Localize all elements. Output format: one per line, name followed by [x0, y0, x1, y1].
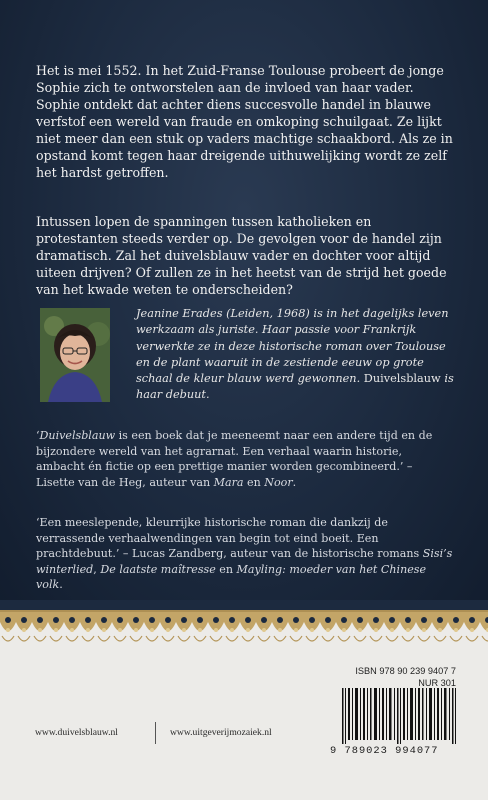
website-url-2[interactable]: www.uitgeverijmozaiek.nl — [170, 727, 272, 738]
review-quote-1 — [36, 428, 454, 490]
isbn-text: ISBN 978 90 239 9407 7 — [355, 666, 456, 676]
quote-reviewer-book-2: Noor — [264, 475, 293, 489]
author-bio — [136, 306, 454, 404]
quote-connector: en — [215, 562, 237, 576]
author-bio-book-title: Duivelsblauw — [363, 372, 441, 386]
nur-code: NUR 301 — [418, 677, 456, 688]
quote-text: ‘Een meeslepende, kleurrijke historische roman die dankzij de verrassende verhaalwendingen van begin tot eind boeit. Een prachtdebuut.’ – Lucas Zandberg, auteur van de historische romans — [36, 516, 423, 561]
quote-text: is een boek dat je meeneemt naar een andere tijd en de bijzondere wereld van het agrarnat. Een verhaal waarin historie, ambacht én fictie op een prettige manier worden gecombineerd.’ – Lisette van de Heg, auteur van — [36, 429, 433, 489]
website-url-1[interactable]: www.duivelsblauw.nl — [35, 727, 118, 738]
review-quote-2 — [36, 515, 454, 593]
blurb-paragraph-1: Het is mei 1552. In het Zuid-Franse Toulouse probeert de jonge Sophie zich te ontworstelen aan de invloed van haar vader. Sophie ontdekt dat achter diens succesvolle handel in blauwe verfstof een wereld van fraude en omkoping schuilgaat. Ze lijkt niet meer dan een stuk op vaders machtige schaakbord. Als ze in opstand komt tegen haar dreigende uithuwelijking wordt ze zelf het hardst getroffen. — [36, 63, 453, 180]
author-portrait-image — [40, 308, 110, 402]
url-divider — [155, 722, 156, 744]
quote-reviewer-book-2: De laatste maîtresse — [100, 562, 216, 576]
author-bio-end: is haar debuut. — [136, 372, 454, 402]
quote-connector: en — [243, 475, 265, 489]
isbn-block — [355, 666, 456, 689]
quote-end: . — [292, 475, 297, 489]
quote-book-title: Duivelsblauw — [39, 429, 116, 442]
quote-reviewer-book-1: Sisi’s winterlied — [36, 547, 453, 576]
quote-reviewer-book-1: Mara — [213, 475, 244, 489]
blurb-paragraph-2: Intussen lopen de spanningen tussen katholieken en protestanten steeds verder op. De gevolgen voor de handel zijn dramatisch. Zal het duivelsblauw vader en dochter voor altijd uiteen drijven? Of zullen ze in het heetst van de strijd het goede van het kwade weten te onderscheiden? — [36, 214, 447, 297]
decorative-gold-border — [0, 600, 488, 654]
quote-open: ‘ — [36, 429, 40, 442]
barcode — [340, 688, 460, 744]
quote-end: . — [59, 578, 63, 592]
author-photo — [40, 308, 110, 402]
quote-connector: , — [93, 562, 101, 576]
author-bio-text: Jeanine Erades (Leiden, 1968) is in het dagelijks leven werkzaam als juriste. Haar passie voor Frankrijk verwerkte ze in deze historische roman over Toulouse en de plant waaruit in de zestiende eeuw op grote schaal de kleur blauw werd gewonnen. — [136, 307, 449, 386]
quote-reviewer-book-3: Mayling: moeder van het Chinese volk — [36, 562, 427, 592]
barcode-number: 9 789023 994077 — [330, 745, 439, 757]
